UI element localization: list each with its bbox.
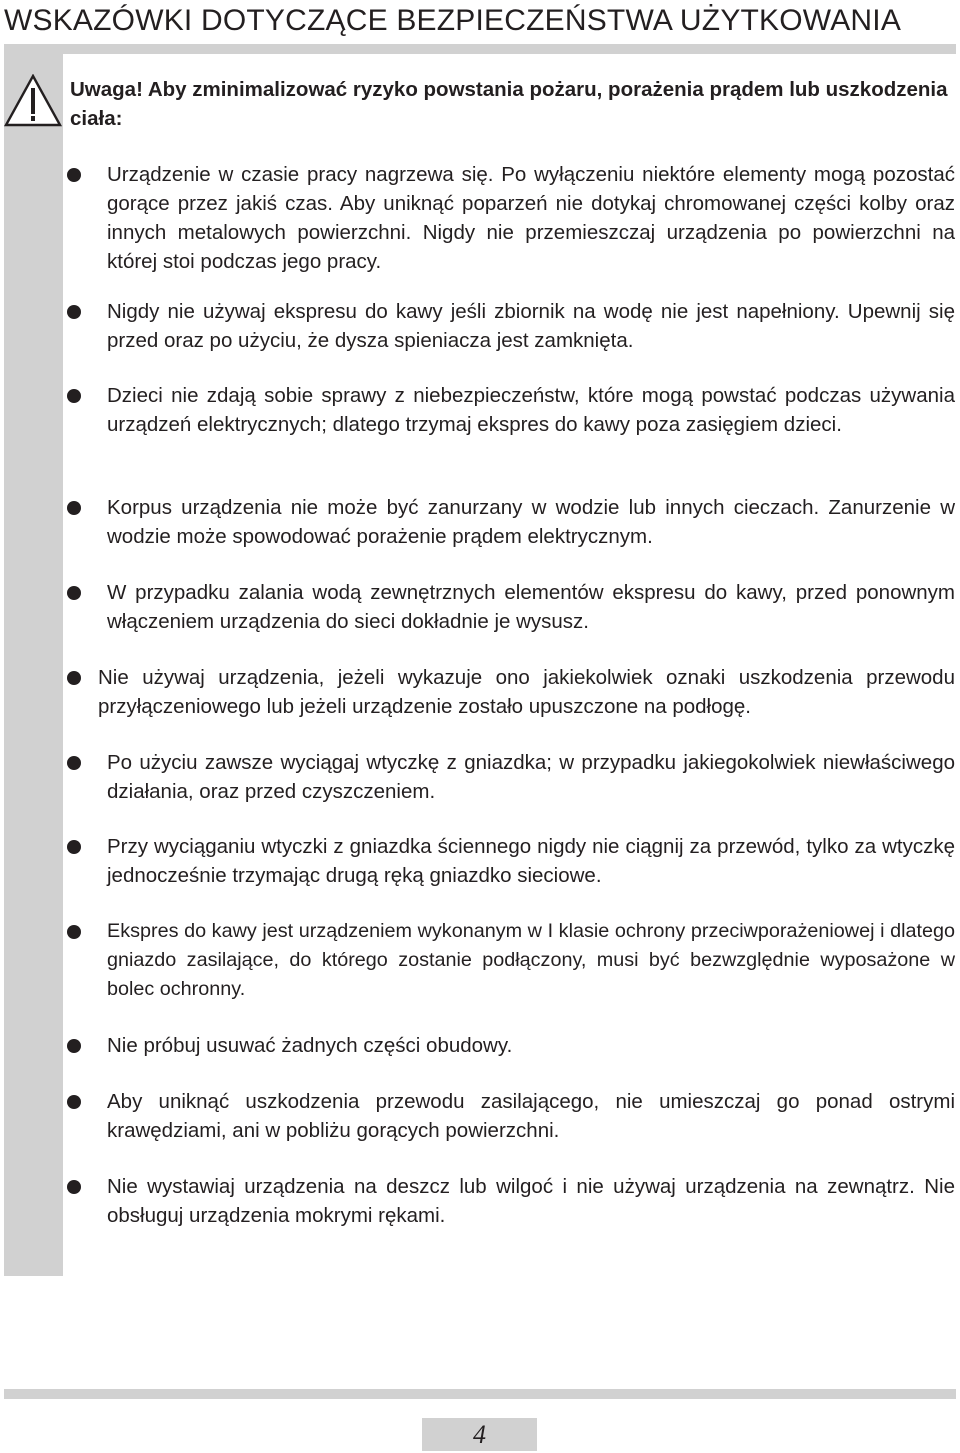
list-item-text: Przy wyciąganiu wtyczki z gniazdka ściennego nigdy nie ciągnij za przewód, tylko za wtyczkę jednocześnie trzymając drugą ręką gniazdko sieciowe. bbox=[107, 835, 955, 887]
bullet-dot-icon bbox=[67, 925, 81, 939]
list-item-text: Nie używaj urządzenia, jeżeli wykazuje ono jakiekolwiek oznaki uszkodzenia przewodu przyłączeniowego lub jeżeli urządzenie zostało upuszczone na podłogę. bbox=[98, 666, 955, 718]
bullet-dot-icon bbox=[67, 1095, 81, 1109]
list-item-text: W przypadku zalania wodą zewnętrznych elementów ekspresu do kawy, przed ponownym włączeniem urządzenia do sieci dokładnie je wysusz. bbox=[107, 581, 955, 633]
list-item-text: Ekspres do kawy jest urządzeniem wykonanym w I klasie ochrony przeciwporażeniowej i dlatego gniazdo zasilające, do którego zostanie podłączony, musi być bezwzględnie wyposażone w bolec ochronny. bbox=[107, 920, 955, 1000]
list-item-text: Aby uniknąć uszkodzenia przewodu zasilającego, nie umieszczaj go ponad ostrymi krawędziami, ani w pobliżu gorących powierzchni. bbox=[107, 1090, 955, 1142]
bullet-dot-icon bbox=[67, 305, 81, 319]
list-item-text: Korpus urządzenia nie może być zanurzany w wodzie lub innych cieczach. Zanurzenie w wodzie może spowodować porażenie prądem elektrycznym. bbox=[107, 496, 955, 548]
bullet-dot-icon bbox=[67, 168, 81, 182]
bullet-dot-icon bbox=[67, 501, 81, 515]
warning-text: Uwaga! Aby zminimalizować ryzyko powstania pożaru, porażenia prądem lub uszkodzenia ciała: bbox=[70, 78, 948, 130]
list-item-text: Urządzenie w czasie pracy nagrzewa się. Po wyłączeniu niektóre elementy mogą pozostać gorące przez jakiś czas. Aby uniknąć poparzeń nie dotykaj chromowanej części kolby oraz innych metalowych powierzchni. Nigdy nie przemieszczaj urządzenia po powierzchni na której stoi podczas jego pracy. bbox=[107, 163, 955, 273]
footer-divider bbox=[4, 1389, 956, 1399]
list-item-text: Dzieci nie zdają sobie sprawy z niebezpieczeństw, które mogą powstać podczas używania urządzeń elektrycznych; dlatego trzymaj ekspres do kawy poza zasięgiem dzieci. bbox=[107, 384, 955, 436]
bullet-dot-icon bbox=[67, 586, 81, 600]
bullet-dot-icon bbox=[67, 1180, 81, 1194]
list-item-text: Po użyciu zawsze wyciągaj wtyczkę z gniazdka; w przypadku jakiegokolwiek niewłaściwego działania, oraz przed czyszczeniem. bbox=[107, 751, 955, 803]
page-number: 4 bbox=[422, 1418, 537, 1451]
list-item-text: Nie próbuj usuwać żadnych części obudowy. bbox=[107, 1034, 513, 1057]
bullet-dot-icon bbox=[67, 389, 81, 403]
list-item-text: Nie wystawiaj urządzenia na deszcz lub wilgoć i nie używaj urządzenia na zewnątrz. Nie obsługuj urządzenia mokrymi rękami. bbox=[107, 1175, 955, 1227]
bullet-dot-icon bbox=[67, 840, 81, 854]
bullet-dot-icon bbox=[67, 1039, 81, 1053]
bullet-dot-icon bbox=[67, 671, 81, 685]
bullet-dot-icon bbox=[67, 756, 81, 770]
list-item-text: Nigdy nie używaj ekspresu do kawy jeśli zbiornik na wodę nie jest napełniony. Upewnij się przed oraz po użyciu, że dysza spieniacza jest zamknięta. bbox=[107, 300, 955, 352]
page-title: WSKAZÓWKI DOTYCZĄCE BEZPIECZEŃSTWA UŻYTKOWANIA bbox=[4, 4, 902, 37]
